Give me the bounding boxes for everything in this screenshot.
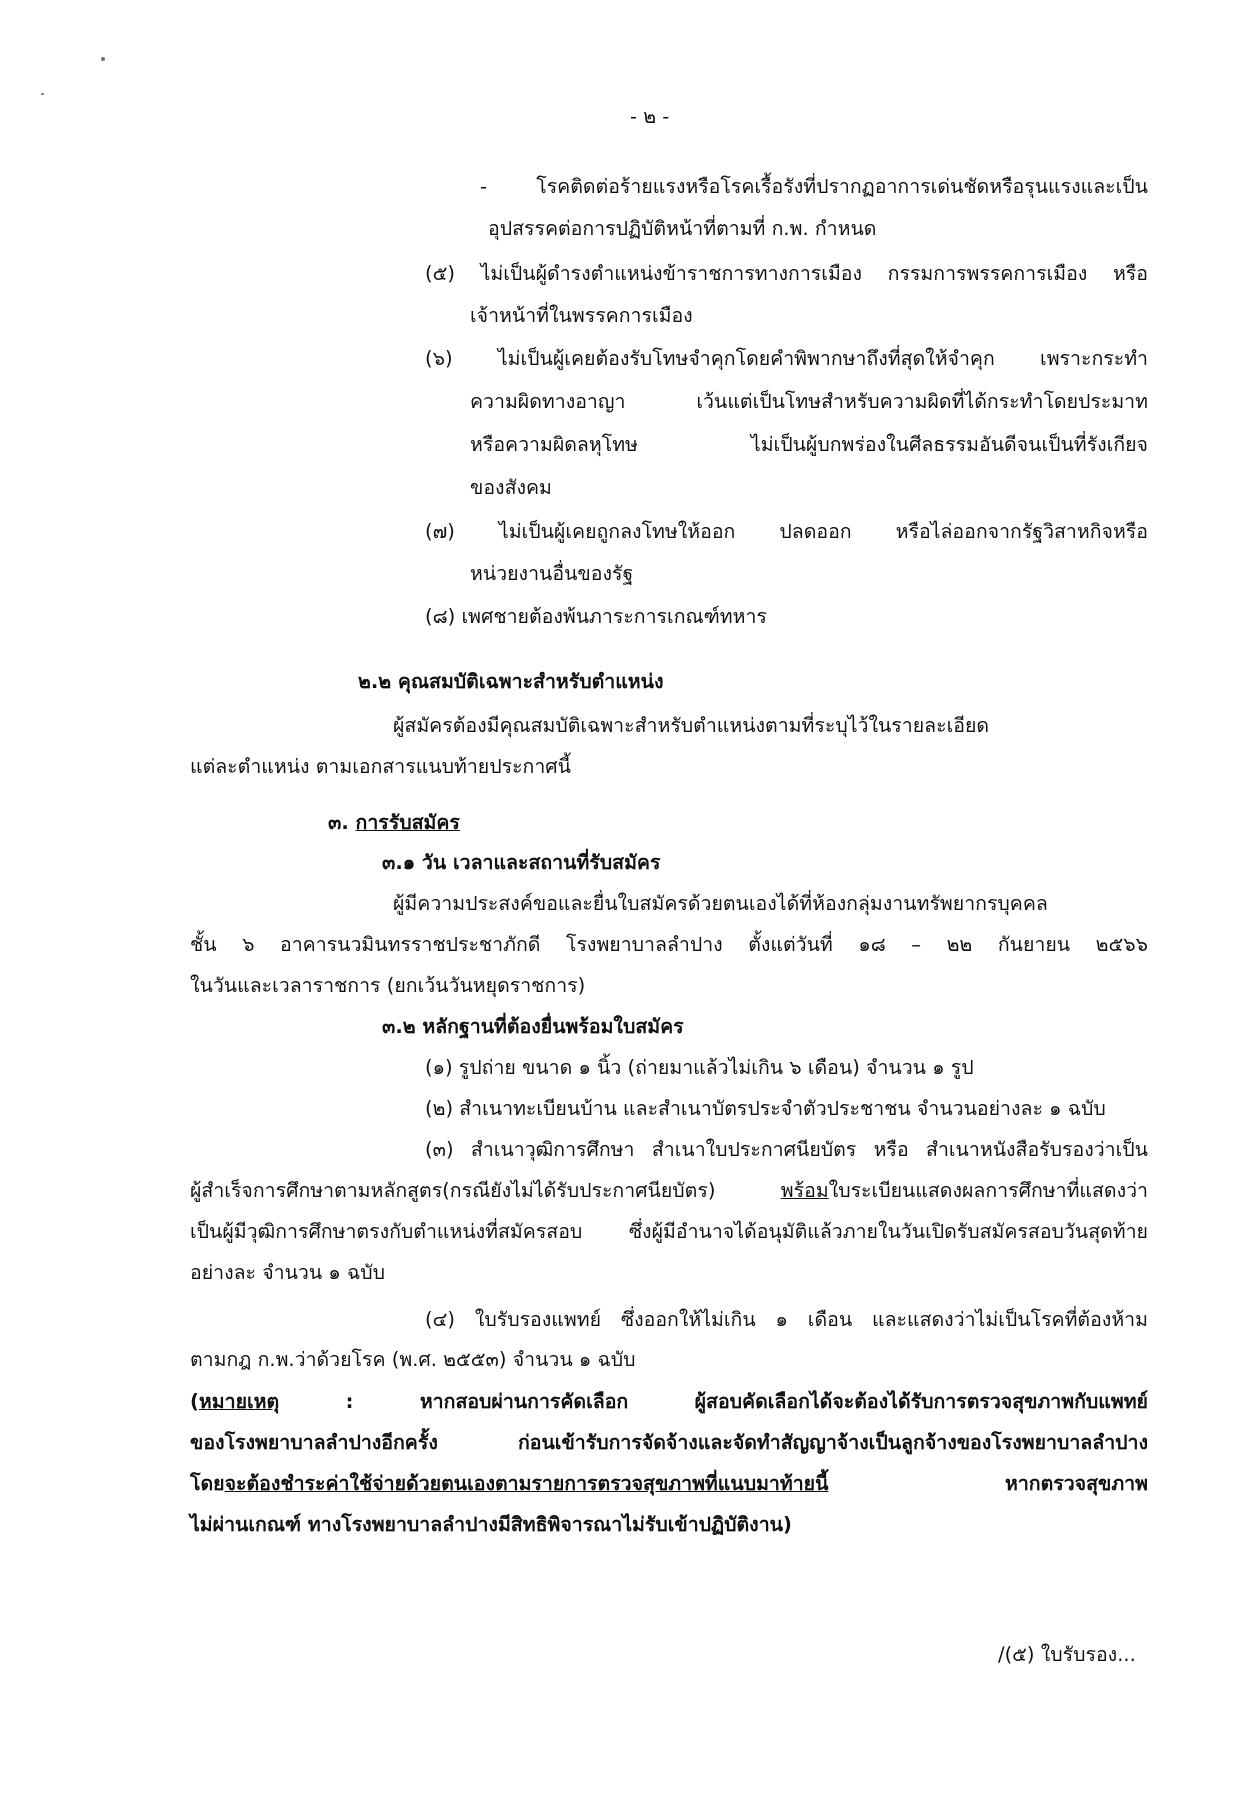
disease-line-1: - โรคติดต่อร้ายแรงหรือโรคเรื้อรังที่ปรากฏอาการเด่นชัดหรือรุนแรงและเป็น bbox=[480, 175, 1148, 198]
required-document-4-line-2: ตามกฎ ก.พ.ว่าด้วยโรค (พ.ศ. ๒๕๕๓) จำนวน ๑ ฉบับ bbox=[190, 1348, 636, 1371]
note-line-3-underlined: จะต้องชำระค่าใช้จ่ายด้วยตนเองตามรายการตรวจสุขภาพที่แนบมาท้ายนี้ bbox=[224, 1472, 829, 1495]
qualification-item-7-line-1: (๗) ไม่เป็นผู้เคยถูกลงโทษให้ออก ปลดออก หรือไล่ออกจากรัฐวิสาหกิจหรือ bbox=[425, 520, 1148, 543]
section-3-1-line-2: ชั้น ๖ อาคารนวมินทรราชประชาภักดี โรงพยาบาลลำปาง ตั้งแต่วันที่ ๑๘ – ๒๒ กันยายน ๒๕๖๖ bbox=[190, 933, 1148, 956]
required-document-3-line-1: (๓) สำเนาวุฒิการศึกษา สำเนาใบประกาศนียบัตร หรือ สำเนาหนังสือรับรองว่าเป็น bbox=[425, 1138, 1148, 1161]
footer-continuation: /(๕) ใบรับรอง... bbox=[998, 1643, 1136, 1666]
qualification-item-7-line-2: หน่วยงานอื่นของรัฐ bbox=[470, 562, 634, 585]
qualification-item-8: (๘) เพศชายต้องพ้นภาระการเกณฑ์ทหาร bbox=[425, 605, 767, 628]
section-3-1-line-3: ในวันและเวลาราชการ (ยกเว้นวันหยุดราชการ) bbox=[190, 974, 586, 997]
section-2-2-line-2: แต่ละตำแหน่ง ตามเอกสารแนบท้ายประกาศนี้ bbox=[190, 755, 572, 778]
section-2-2-line-1: ผู้สมัครต้องมีคุณสมบัติเฉพาะสำหรับตำแหน่งตามที่ระบุไว้ในรายละเอียด bbox=[393, 714, 990, 737]
required-document-1: (๑) รูปถ่าย ขนาด ๑ นิ้ว (ถ่ายมาแล้วไม่เกิน ๖ เดือน) จำนวน ๑ รูป bbox=[425, 1056, 974, 1079]
section-3-title: การรับสมัคร bbox=[355, 811, 460, 834]
qualification-item-6-line-3: หรือความผิดลหุโทษ ไม่เป็นผู้บกพร่องในศีลธรรมอันดีจนเป็นที่รังเกียจ bbox=[470, 433, 1148, 456]
note-line-1 bbox=[190, 1388, 1148, 1416]
note-line-3-b: หากตรวจสุขภาพ bbox=[828, 1472, 1148, 1495]
section-2-2-heading: ๒.๒ คุณสมบัติเฉพาะสำหรับตำแหน่ง bbox=[358, 670, 664, 693]
section-3-1-heading: ๓.๑ วัน เวลาและสถานที่รับสมัคร bbox=[382, 851, 661, 874]
required-document-2: (๒) สำเนาทะเบียนบ้าน และสำเนาบัตรประจำตัวประชาชน จำนวนอย่างละ ๑ ฉบับ bbox=[425, 1097, 1106, 1120]
disease-line-2: อุปสรรคต่อการปฏิบัติหน้าที่ตามที่ ก.พ. กำหนด bbox=[488, 217, 877, 240]
required-document-4-line-1: (๔) ใบรับรองแพทย์ ซึ่งออกให้ไม่เกิน ๑ เดือน และแสดงว่าไม่เป็นโรคที่ต้องห้าม bbox=[425, 1308, 1148, 1331]
section-3-heading bbox=[328, 809, 460, 837]
note-line-3-a: โดย bbox=[190, 1472, 225, 1495]
qualification-item-6-line-2: ความผิดทางอาญา เว้นแต่เป็นโทษสำหรับความผิดที่ได้กระทำโดยประมาท bbox=[470, 390, 1148, 413]
note-line-1-rest: : หากสอบผ่านการคัดเลือก ผู้สอบคัดเลือกได้จะต้องได้รับการตรวจสุขภาพกับแพทย์ bbox=[279, 1390, 1148, 1413]
required-document-3-line-3: เป็นผู้มีวุฒิการศึกษาตรงกับตำแหน่งที่สมัครสอบ ซึ่งผู้มีอำนาจได้อนุมัติแล้วภายในวันเปิดรับสมัครสอบวันสุดท้าย bbox=[190, 1220, 1148, 1243]
note-label: หมายเหตุ bbox=[198, 1390, 280, 1413]
note-line-3 bbox=[190, 1470, 1148, 1498]
required-document-3-line-4: อย่างละ จำนวน ๑ ฉบับ bbox=[190, 1261, 386, 1284]
scan-speck bbox=[101, 57, 105, 61]
doc3-text-b: ใบระเบียนแสดงผลการศึกษาที่แสดงว่า bbox=[828, 1179, 1148, 1202]
required-document-3-line-2 bbox=[190, 1177, 1148, 1205]
note-open-paren: ( bbox=[190, 1390, 199, 1413]
page-number: - ๒ - bbox=[630, 105, 670, 128]
qualification-item-5-line-2: เจ้าหน้าที่ในพรรคการเมือง bbox=[470, 304, 693, 327]
doc3-text-a: ผู้สำเร็จการศึกษาตามหลักสูตร(กรณียังไม่ได้รับประกาศนียบัตร) bbox=[190, 1179, 781, 1202]
section-3-1-line-1: ผู้มีความประสงค์ขอและยื่นใบสมัครด้วยตนเองได้ที่ห้องกลุ่มงานทรัพยากรบุคคล bbox=[393, 892, 1048, 915]
note-line-4: ไม่ผ่านเกณฑ์ ทางโรงพยาบาลลำปางมีสิทธิพิจารณาไม่รับเข้าปฏิบัติงาน) bbox=[190, 1513, 792, 1536]
doc3-text-underlined: พร้อม bbox=[780, 1179, 829, 1202]
section-3-number: ๓. bbox=[328, 811, 349, 834]
qualification-item-5-line-1: (๕) ไม่เป็นผู้ดำรงตำแหน่งข้าราชการทางการเมือง กรรมการพรรคการเมือง หรือ bbox=[425, 262, 1148, 285]
section-3-2-heading: ๓.๒ หลักฐานที่ต้องยื่นพร้อมใบสมัคร bbox=[382, 1015, 684, 1038]
note-line-2: ของโรงพยาบาลลำปางอีกครั้ง ก่อนเข้ารับการจัดจ้างและจัดทำสัญญาจ้างเป็นลูกจ้างของโรงพยาบาลลำปาง bbox=[190, 1431, 1148, 1454]
qualification-item-6-line-4: ของสังคม bbox=[470, 476, 552, 499]
scan-speck bbox=[41, 93, 44, 95]
qualification-item-6-line-1: (๖) ไม่เป็นผู้เคยต้องรับโทษจำคุกโดยคำพิพากษาถึงที่สุดให้จำคุก เพราะกระทำ bbox=[425, 347, 1148, 370]
